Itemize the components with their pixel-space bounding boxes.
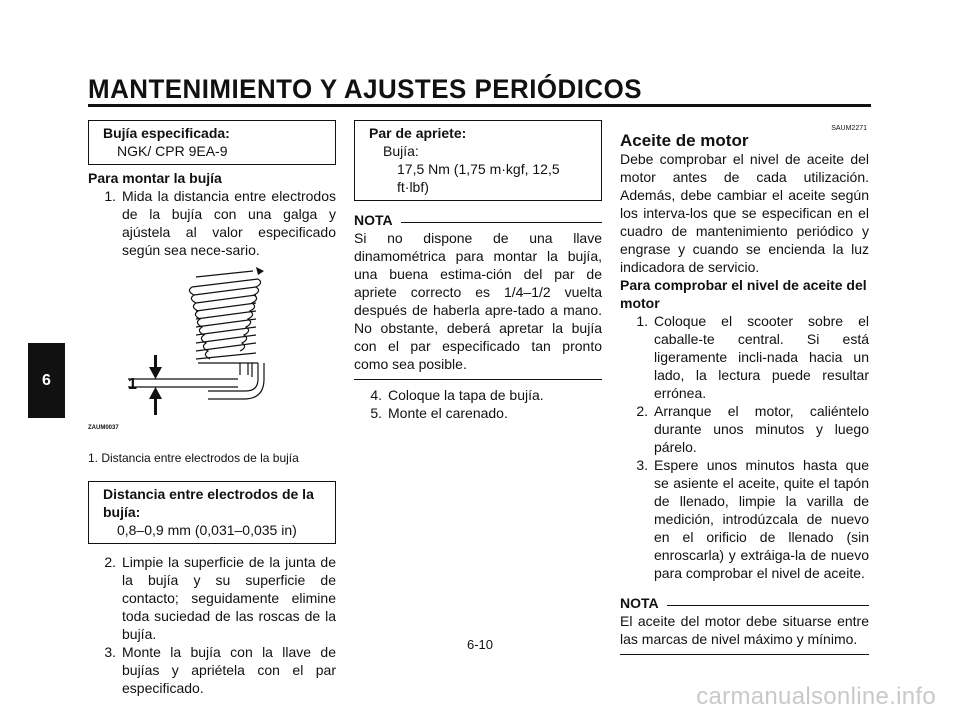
spec-box [88,120,336,165]
nota-heading [620,594,869,612]
nota-text: Si no dispone de una llave dinamométrica para montar la bujía, una buena estima-ción del par de apriete correcto es 1/4–1/2 vuelta después de haberla apre-tado a mano. No obstante, deberá apretar la bujía con el par especificado tan pronto como sea posible. [354,230,602,372]
step-text: Mida la distancia entre electrodos de la bujía con una galga y ajústela al valor especificado según sea nece-sario. [122,188,336,258]
page-title: MANTENIMIENTO Y AJUSTES PERIÓDICOS [88,74,643,104]
figure-code: ZAUM0037 [88,425,119,431]
section-title: Aceite de motor [620,131,749,150]
spark-plug-diagram [88,259,336,437]
figure-callout-1: 1 [128,376,137,393]
step-number: 2. [636,403,648,419]
nota-end-rule [620,654,869,655]
nota-text: El aceite del motor debe situarse entre las marcas de nivel máximo y mínimo. [620,613,869,647]
step-number: 1. [636,313,648,329]
step-number: 3. [104,644,116,660]
nota-heading [354,211,602,229]
nota-rule [401,222,602,223]
nota-label: NOTA [620,595,659,611]
gap-box-title: Distancia entre electrodos de la bujía: [103,486,314,520]
step-item [620,456,869,582]
mount-heading: Para montar la bujía [88,170,222,186]
step-number: 3. [636,457,648,473]
section-intro: Debe comprobar el nivel de aceite del motor antes de cada utilización. Además, debe cambiar el aceite según los interva-los que se especifican en el cuadro de mantenimiento periódico y engrase y cuando se encienda la luz indicadora de servicio. [620,151,869,275]
reference-code: SAUM2271 [831,125,867,132]
step-item [88,187,336,259]
column-1 [88,120,336,697]
step-number: 5. [370,405,382,421]
step-item [354,386,602,404]
watermark: carmanualsonline.info [696,683,936,710]
torque-box-title: Par de apriete: [369,125,467,141]
gap-box [88,481,336,544]
step-number: 4. [370,387,382,403]
nota-label: NOTA [354,212,393,228]
gap-box-value: 0,8–0,9 mm (0,031–0,035 in) [117,522,297,538]
column-2 [354,120,602,422]
chapter-tab[interactable]: 6 [28,343,65,418]
spec-box-value: NGK/ CPR 9EA-9 [117,143,228,159]
step-text: Coloque la tapa de bujía. [388,387,544,403]
check-heading: Para comprobar el nivel de aceite del motor [620,277,867,311]
step-text: Arranque el motor, caliéntelo durante unos minutos y luego párelo. [654,403,869,455]
header-rule [88,104,871,107]
step-number: 1. [104,188,116,204]
spec-box-title: Bujía especificada: [103,125,230,141]
step-text: Limpie la superficie de la junta de la bujía y su superficie de contacto; seguidamente elimine toda suciedad de las roscas de la bujía. [122,554,336,642]
step-text: Monte el carenado. [388,405,508,421]
step-item [88,553,336,643]
torque-box [354,120,602,201]
step-item [620,402,869,456]
step-text: Monte la bujía con la llave de bujías y apriételа con el par especificado. [122,644,336,696]
step-item [354,404,602,422]
figure-caption: 1. Distancia entre electrodos de la bujía [88,451,299,465]
column-3 [620,120,869,655]
step-item [620,312,869,402]
torque-box-value: 17,5 Nm (1,75 m·kgf, 12,5 ft·lbf) [397,161,560,195]
step-text: Espere unos minutos hasta que se asiente el aceite, quite el tapón de llenado, limpie la varilla de medición, introdúzcala de nuevo en el orificio de llenado (sin enroscarla) y extráiga-la de nuevo para comprobar el nivel de aceite. [654,457,869,581]
nota-rule [667,605,869,606]
torque-box-subtitle: Bujía: [383,143,419,159]
nota-end-rule [354,379,602,380]
step-number: 2. [104,554,116,570]
page-number: 6-10 [466,637,494,652]
spark-plug-figure [88,259,336,437]
step-text: Coloque el scooter sobre el caballe-te central. Si está ligeramente incli-nada hacia un lado, la lectura puede resultar errónea. [654,313,869,401]
